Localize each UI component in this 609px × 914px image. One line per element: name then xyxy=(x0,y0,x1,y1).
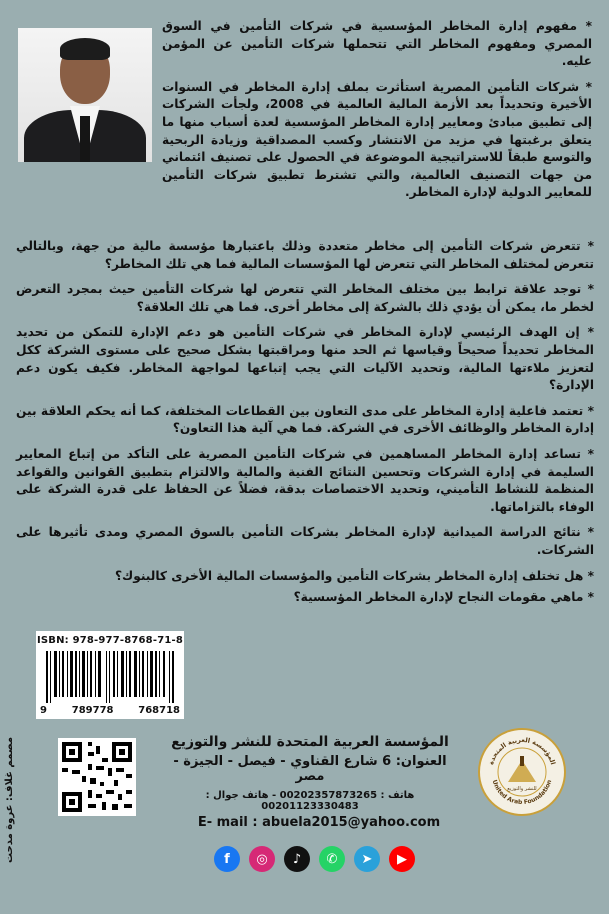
publisher-address: العنوان: 6 شارع القناوي - فيصل - الجيزة - مصر xyxy=(173,754,447,784)
mobile-number: 00201123330483 xyxy=(261,801,359,812)
isbn-digit-group: 768718 xyxy=(138,705,180,716)
isbn-label: ISBN: 978-977-8768-71-8 xyxy=(36,635,184,646)
tiktok-icon[interactable]: ♪ xyxy=(284,846,310,872)
publisher-info xyxy=(160,734,460,812)
paragraph: * تتعرض شركات التأمين إلى مخاطر متعددة وذلك باعتبارها مؤسسة مالية من جهة، وبالتالي تتعرض لمختلف المخاطر التي تتعرض لها المؤسسات المالية فما هي تلك المخاطر؟ xyxy=(16,239,594,271)
paragraph: * نتائج الدراسة الميدانية لإدارة المخاطر بشركات التأمين بالسوق المصري ومدى تأثيرها على الشركات. xyxy=(16,525,594,557)
barcode-bars xyxy=(44,651,176,703)
qr-code[interactable] xyxy=(58,738,136,816)
paragraph: * مفهوم إدارة المخاطر المؤسسية في شركات التأمين في السوق المصري ومفهوم المخاطر التي تتحملها شركات التأمين عن المؤمن عليه. xyxy=(162,19,592,69)
publisher-logo xyxy=(478,728,566,816)
paragraph: * إن الهدف الرئيسي لإدارة المخاطر في شركات التأمين هو دعم الإدارة للتمكن من تحديد المخاطر تحديداً صحيحاً وقياسها ثم الحد منها ومراقبتها بشكل صحيح على مستوى الشركة ككل لتعزيز ملاءتها المالية، وتحديد الآليات التي يجب إتباعها لمواجهة المخاطر. فكيف يكون دعم الإدارة؟ xyxy=(16,325,594,393)
logo-arabic-top: المؤسسة العربية المتحدة xyxy=(487,735,557,766)
top-text-block xyxy=(162,18,592,210)
main-text-block xyxy=(16,238,594,611)
logo-arabic-bottom: للنشر والتوزيع xyxy=(507,786,537,792)
paragraph: * توجد علاقة ترابط بين مختلف المخاطر التي تتعرض لها شركات التأمين حيث بمجرد التعرض لخطر ما، يمكن أن يؤدي ذلك بالشركة إلى مخاطر أخرى. فما هي تلك العلاقة؟ xyxy=(16,282,594,314)
isbn-digit-group: 789778 xyxy=(71,705,114,716)
question-line: * هل تختلف إدارة المخاطر بشركات التأمين والمؤسسات المالية الأخرى كالبنوك؟ xyxy=(114,568,594,583)
publisher-name: المؤسسة العربية المتحدة للنشر والتوزيع xyxy=(171,734,449,750)
isbn-digit-group: 9 xyxy=(40,705,47,716)
mobile-label: - هاتف جوال : xyxy=(205,790,277,801)
paragraph: * تساعد إدارة المخاطر المساهمين في شركات التأمين المصرية على التأكد من إتباع المعايير السليمة في إدارة الشركات وتحسين النتائج الفنية والمالية والالتزام بتطبيق القوانين والقواعد المنظمة للنشاط التأميني، وتحديد الاختصاصات بدقة، فضلاً عن الحفاظ على قدرة الشركة على الوفاء بالتزاماتها. xyxy=(16,446,594,514)
author-photo xyxy=(18,28,152,162)
instagram-icon[interactable]: ◎ xyxy=(249,846,275,872)
telegram-icon[interactable]: ➤ xyxy=(354,846,380,872)
phone-number: 00202357873265 xyxy=(279,790,378,801)
youtube-icon[interactable]: ▶ xyxy=(389,846,415,872)
publisher-phones xyxy=(160,790,460,812)
cover-designer-credit: مصمم غلاف: عروة مدحت xyxy=(4,737,15,864)
whatsapp-icon[interactable]: ✆ xyxy=(319,846,345,872)
facebook-icon[interactable]: f xyxy=(214,846,240,872)
paragraph: * تعتمد فاعلية إدارة المخاطر على مدى التعاون بين القطاعات المختلفة، كما أنه يحكم العلاقة بين إدارة المخاطر والوظائف الأخرى في الشركة. فما هي آلية هذا التعاون؟ xyxy=(16,403,594,436)
publisher-email: E- mail : abuela2015@yahoo.com xyxy=(197,815,441,830)
paragraph: * شركات التأمين المصرية استأثرت بملف إدارة المخاطر في السنوات الأخيرة وتحديداً بعد الأزمة المالية العالمية في 2008، ولجأت الشركات إلى تطبيق مبادئ ومعايير إدارة المخاطر المؤسسية لعدة أسباب منها ما يتعلق برغبتها في مزيد من الانتشار وكسب المصداقية وزيادة الربحية والتوسع طبقاً للاستراتيجية الموضوعة في الحصول على تصنيف ائتماني من جهات التصنيف العالمية، والتي تشترط تطبيق شركات التأمين للمعايير الدولية لإدارة المخاطر. xyxy=(162,79,592,200)
svg-text:United Arab Foundation xyxy=(491,779,554,806)
isbn-barcode xyxy=(36,631,184,719)
social-icons xyxy=(214,846,415,872)
phone-label: هاتف : xyxy=(380,790,415,801)
logo-english: United Arab Foundation xyxy=(490,779,554,807)
question-line: * ماهي مقومات النجاح لإدارة المخاطر المؤسسية؟ xyxy=(293,590,594,605)
